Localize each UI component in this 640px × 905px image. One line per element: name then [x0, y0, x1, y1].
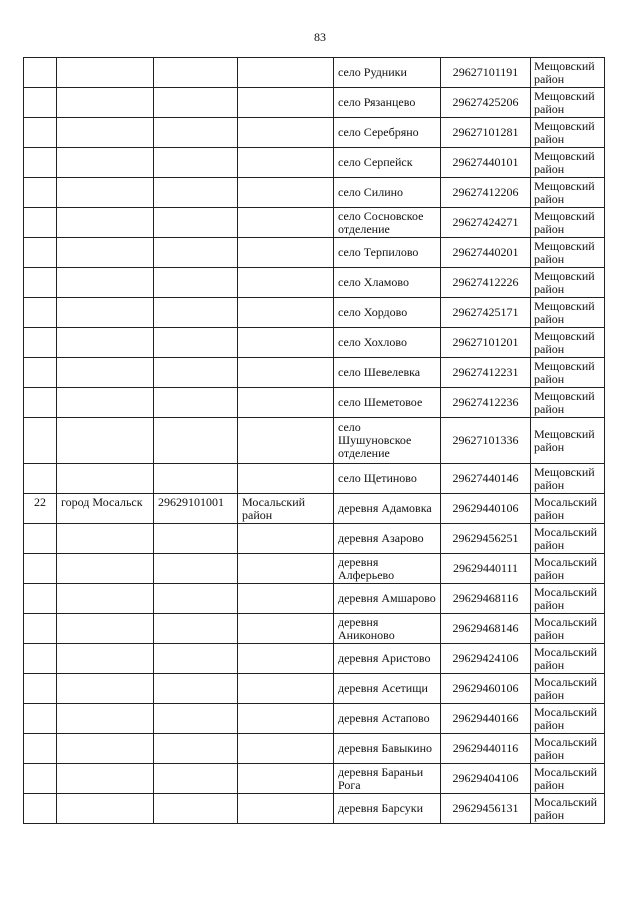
city-code-cell: [154, 644, 238, 674]
city-name-cell: [57, 268, 154, 298]
table-row: [24, 88, 605, 118]
settlement-code-cell: 29629440111: [441, 554, 531, 584]
city-district-cell: [238, 178, 334, 208]
table-row: [24, 464, 605, 494]
row-number-cell: [24, 674, 57, 704]
settlement-code-cell: 29629440116: [441, 734, 531, 764]
settlement-code-cell: 29629424106: [441, 644, 531, 674]
settlement-code-cell: 29629468116: [441, 584, 531, 614]
city-code-cell: [154, 118, 238, 148]
settlement-district-cell: Мещовский район: [531, 268, 605, 298]
city-code-cell: [154, 554, 238, 584]
city-code-cell: [154, 584, 238, 614]
table-row: [24, 268, 605, 298]
city-code-cell: [154, 614, 238, 644]
settlement-code-cell: 29629456251: [441, 524, 531, 554]
city-district-cell: [238, 118, 334, 148]
city-code-cell: [154, 704, 238, 734]
settlement-district-cell: Мещовский район: [531, 88, 605, 118]
settlement-code-cell: 29627101336: [441, 418, 531, 464]
row-number-cell: [24, 584, 57, 614]
row-number-cell: [24, 794, 57, 824]
city-name-cell: [57, 704, 154, 734]
settlement-district-cell: Мещовский район: [531, 178, 605, 208]
settlement-code-cell: 29627412226: [441, 268, 531, 298]
settlement-district-cell: Мещовский район: [531, 388, 605, 418]
settlement-name-cell: село Шеметовое: [334, 388, 441, 418]
city-name-cell: [57, 554, 154, 584]
table-row: [24, 388, 605, 418]
city-district-cell: [238, 58, 334, 88]
settlement-code-cell: 29629460106: [441, 674, 531, 704]
settlement-district-cell: Мосальский район: [531, 794, 605, 824]
row-number-cell: [24, 388, 57, 418]
settlement-code-cell: 29627425206: [441, 88, 531, 118]
settlement-district-cell: Мещовский район: [531, 358, 605, 388]
settlement-name-cell: деревня Адамовка: [334, 494, 441, 524]
settlement-district-cell: Мосальский район: [531, 704, 605, 734]
settlement-name-cell: деревня Бараньи Рога: [334, 764, 441, 794]
city-district-cell: [238, 88, 334, 118]
city-name-cell: [57, 178, 154, 208]
settlement-name-cell: деревня Алферьево: [334, 554, 441, 584]
row-number-cell: [24, 328, 57, 358]
settlement-code-cell: 29627440146: [441, 464, 531, 494]
settlement-name-cell: деревня Амшарово: [334, 584, 441, 614]
city-district-cell: [238, 794, 334, 824]
settlement-name-cell: село Хламово: [334, 268, 441, 298]
settlement-code-cell: 29627412206: [441, 178, 531, 208]
row-number-cell: [24, 358, 57, 388]
city-name-cell: [57, 794, 154, 824]
settlement-name-cell: деревня Бавыкино: [334, 734, 441, 764]
table-row: [24, 554, 605, 584]
row-number-cell: [24, 178, 57, 208]
settlement-name-cell: село Хордово: [334, 298, 441, 328]
row-number-cell: [24, 238, 57, 268]
table-row: [24, 208, 605, 238]
city-name-cell: [57, 358, 154, 388]
city-code-cell: [154, 208, 238, 238]
settlements-table: [23, 57, 605, 824]
table-row: [24, 524, 605, 554]
city-district-cell: Мосальский район: [238, 494, 334, 524]
table-row: [24, 614, 605, 644]
settlement-name-cell: село Сосновское отделение: [334, 208, 441, 238]
settlement-district-cell: Мосальский район: [531, 614, 605, 644]
city-name-cell: [57, 524, 154, 554]
city-district-cell: [238, 298, 334, 328]
city-district-cell: [238, 674, 334, 704]
city-code-cell: [154, 238, 238, 268]
city-district-cell: [238, 614, 334, 644]
table-row: [24, 794, 605, 824]
settlement-district-cell: Мещовский район: [531, 118, 605, 148]
settlement-name-cell: деревня Астапово: [334, 704, 441, 734]
settlement-name-cell: село Щетиново: [334, 464, 441, 494]
city-name-cell: [57, 764, 154, 794]
settlement-name-cell: село Серпейск: [334, 148, 441, 178]
settlement-name-cell: деревня Азарово: [334, 524, 441, 554]
row-number-cell: [24, 614, 57, 644]
city-name-cell: [57, 734, 154, 764]
city-name-cell: [57, 238, 154, 268]
settlement-district-cell: Мещовский район: [531, 58, 605, 88]
city-code-cell: [154, 388, 238, 418]
settlement-district-cell: Мещовский район: [531, 238, 605, 268]
settlement-code-cell: 29627440201: [441, 238, 531, 268]
city-name-cell: [57, 88, 154, 118]
city-district-cell: [238, 148, 334, 178]
city-district-cell: [238, 388, 334, 418]
city-district-cell: [238, 268, 334, 298]
city-district-cell: [238, 734, 334, 764]
row-number-cell: 22: [24, 494, 57, 524]
row-number-cell: [24, 118, 57, 148]
table-row: [24, 178, 605, 208]
table-row: [24, 58, 605, 88]
city-code-cell: [154, 794, 238, 824]
city-district-cell: [238, 238, 334, 268]
city-name-cell: [57, 584, 154, 614]
city-code-cell: [154, 298, 238, 328]
table-row: [24, 358, 605, 388]
table-row: [24, 674, 605, 704]
settlement-district-cell: Мещовский район: [531, 148, 605, 178]
row-number-cell: [24, 704, 57, 734]
table-row: [24, 238, 605, 268]
settlement-code-cell: 29627101201: [441, 328, 531, 358]
city-code-cell: [154, 674, 238, 704]
settlement-code-cell: 29629404106: [441, 764, 531, 794]
row-number-cell: [24, 734, 57, 764]
settlement-code-cell: 29627424271: [441, 208, 531, 238]
settlement-code-cell: 29627425171: [441, 298, 531, 328]
settlement-code-cell: 29629440166: [441, 704, 531, 734]
city-name-cell: [57, 418, 154, 464]
city-name-cell: [57, 148, 154, 178]
city-district-cell: [238, 418, 334, 464]
settlement-code-cell: 29629456131: [441, 794, 531, 824]
city-name-cell: [57, 388, 154, 418]
settlement-code-cell: 29627440101: [441, 148, 531, 178]
city-district-cell: [238, 554, 334, 584]
settlement-district-cell: Мосальский район: [531, 674, 605, 704]
settlement-district-cell: Мещовский район: [531, 464, 605, 494]
city-code-cell: [154, 148, 238, 178]
table-row: [24, 418, 605, 464]
page-number: 83: [314, 30, 326, 44]
table-row: [24, 298, 605, 328]
settlement-code-cell: 29627412236: [441, 388, 531, 418]
settlement-name-cell: село Рязанцево: [334, 88, 441, 118]
table-row: [24, 494, 605, 524]
row-number-cell: [24, 148, 57, 178]
settlement-name-cell: село Хохлово: [334, 328, 441, 358]
city-district-cell: [238, 584, 334, 614]
row-number-cell: [24, 764, 57, 794]
city-code-cell: [154, 464, 238, 494]
settlement-district-cell: Мосальский район: [531, 494, 605, 524]
row-number-cell: [24, 208, 57, 238]
city-name-cell: [57, 614, 154, 644]
settlement-district-cell: Мещовский район: [531, 298, 605, 328]
settlement-name-cell: деревня Аристово: [334, 644, 441, 674]
city-district-cell: [238, 704, 334, 734]
table-row: [24, 704, 605, 734]
settlement-name-cell: село Рудники: [334, 58, 441, 88]
settlement-code-cell: 29629468146: [441, 614, 531, 644]
city-district-cell: [238, 524, 334, 554]
table-row: [24, 584, 605, 614]
city-name-cell: [57, 118, 154, 148]
row-number-cell: [24, 268, 57, 298]
city-name-cell: [57, 298, 154, 328]
table-row: [24, 148, 605, 178]
settlement-name-cell: село Шушуновское отделение: [334, 418, 441, 464]
city-code-cell: [154, 328, 238, 358]
settlement-district-cell: Мосальский район: [531, 524, 605, 554]
row-number-cell: [24, 644, 57, 674]
city-district-cell: [238, 764, 334, 794]
settlement-district-cell: Мещовский район: [531, 418, 605, 464]
settlement-code-cell: 29627101281: [441, 118, 531, 148]
table-row: [24, 118, 605, 148]
city-name-cell: [57, 644, 154, 674]
settlement-name-cell: село Серебряно: [334, 118, 441, 148]
table-row: [24, 734, 605, 764]
city-code-cell: [154, 268, 238, 298]
city-code-cell: [154, 418, 238, 464]
city-name-cell: [57, 464, 154, 494]
row-number-cell: [24, 88, 57, 118]
city-district-cell: [238, 644, 334, 674]
settlement-district-cell: Мещовский район: [531, 328, 605, 358]
table-row: [24, 644, 605, 674]
city-code-cell: [154, 734, 238, 764]
city-district-cell: [238, 358, 334, 388]
settlement-code-cell: 29627412231: [441, 358, 531, 388]
city-code-cell: [154, 178, 238, 208]
settlement-district-cell: Мосальский район: [531, 584, 605, 614]
city-district-cell: [238, 464, 334, 494]
row-number-cell: [24, 58, 57, 88]
settlement-name-cell: село Силино: [334, 178, 441, 208]
settlement-name-cell: деревня Аниконово: [334, 614, 441, 644]
row-number-cell: [24, 554, 57, 584]
settlement-name-cell: село Шевелевка: [334, 358, 441, 388]
city-district-cell: [238, 208, 334, 238]
city-code-cell: [154, 358, 238, 388]
table-row: [24, 764, 605, 794]
city-code-cell: [154, 88, 238, 118]
row-number-cell: [24, 524, 57, 554]
settlement-district-cell: Мосальский район: [531, 764, 605, 794]
settlement-name-cell: село Терпилово: [334, 238, 441, 268]
settlement-district-cell: Мосальский район: [531, 734, 605, 764]
settlement-district-cell: Мосальский район: [531, 644, 605, 674]
city-name-cell: [57, 674, 154, 704]
settlement-district-cell: Мещовский район: [531, 208, 605, 238]
city-code-cell: [154, 764, 238, 794]
city-code-cell: 29629101001: [154, 494, 238, 524]
settlement-name-cell: деревня Асетищи: [334, 674, 441, 704]
row-number-cell: [24, 464, 57, 494]
city-name-cell: [57, 58, 154, 88]
city-name-cell: [57, 328, 154, 358]
city-name-cell: [57, 208, 154, 238]
city-district-cell: [238, 328, 334, 358]
settlement-district-cell: Мосальский район: [531, 554, 605, 584]
table-body: [24, 58, 605, 824]
table-row: [24, 328, 605, 358]
settlement-name-cell: деревня Барсуки: [334, 794, 441, 824]
settlement-code-cell: 29627101191: [441, 58, 531, 88]
row-number-cell: [24, 298, 57, 328]
city-code-cell: [154, 58, 238, 88]
city-name-cell: город Мосальск: [57, 494, 154, 524]
city-code-cell: [154, 524, 238, 554]
row-number-cell: [24, 418, 57, 464]
settlement-code-cell: 29629440106: [441, 494, 531, 524]
